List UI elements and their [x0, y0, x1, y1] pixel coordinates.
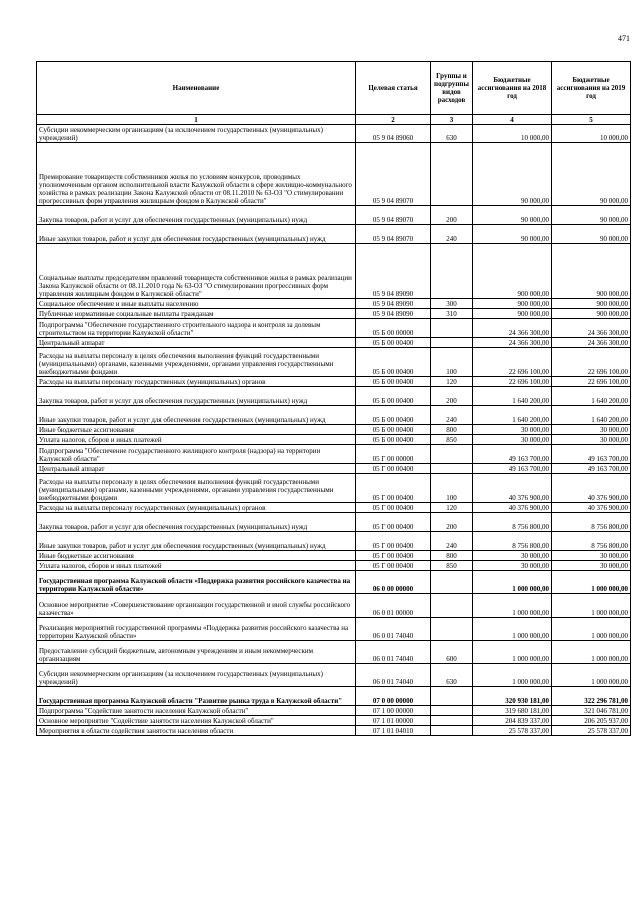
row-target-code: 05 Б 00 00400: [356, 425, 431, 435]
row-amount-2019: 900 000,00: [552, 299, 631, 309]
table-row: [37, 464, 631, 474]
row-expense-group: [431, 445, 473, 464]
row-name: Иные закупки товаров, работ и услуг для обеспечения государственных (муниципальных) нужд: [37, 225, 356, 244]
row-amount-2019: 1 000 000,00: [552, 618, 631, 641]
row-name: Государственная программа Калужской области «Поддержка развития российского казачества на территории Калужской области»: [37, 571, 356, 594]
row-target-code: 05 Б 00 00400: [356, 348, 431, 377]
table-row: [37, 513, 631, 532]
row-amount-2019: 22 696 100,00: [552, 348, 631, 377]
col-number: 2: [356, 115, 431, 125]
row-name: Социальное обеспечение и иные выплаты населению: [37, 299, 356, 309]
row-amount-2019: 900 000,00: [552, 244, 631, 299]
row-amount-2019: 30 000,00: [552, 425, 631, 435]
table-row: [37, 143, 631, 206]
row-amount-2019: 30 000,00: [552, 561, 631, 571]
row-target-code: 05 9 04 89090: [356, 299, 431, 309]
table-row: [37, 425, 631, 435]
row-expense-group: 100: [431, 348, 473, 377]
row-amount-2019: 30 000,00: [552, 551, 631, 561]
row-target-code: 07 1 00 00000: [356, 706, 431, 716]
table-body: [37, 125, 631, 736]
row-expense-group: [431, 726, 473, 736]
table-row: [37, 309, 631, 319]
row-amount-2018: 90 000,00: [473, 143, 552, 206]
row-target-code: 05 Г 00 00400: [356, 551, 431, 561]
row-name: Иные бюджетные ассигнования: [37, 551, 356, 561]
table-row: [37, 687, 631, 706]
row-target-code: 07 1 01 00000: [356, 716, 431, 726]
row-name: Реализация мероприятий государственной программы «Поддержка развития российского казачества на территории Калужской области»: [37, 618, 356, 641]
row-amount-2019: 40 376 900,00: [552, 503, 631, 513]
row-expense-group: [431, 594, 473, 618]
row-name: Расходы на выплаты персоналу в целях обеспечения выполнения функций государственными (муниципальными) органами, казенными учреждениями, органами управления государственными внебюджетными фондами: [37, 474, 356, 503]
row-name: Публичные нормативные социальные выплаты гражданам: [37, 309, 356, 319]
row-amount-2018: 10 000,00: [473, 125, 552, 143]
row-amount-2018: 204 839 337,00: [473, 716, 552, 726]
row-name: Мероприятия в области содействия занятости населения области: [37, 726, 356, 736]
row-amount-2018: 1 000 000,00: [473, 571, 552, 594]
row-amount-2018: 24 366 300,00: [473, 319, 552, 338]
row-target-code: 05 9 04 89070: [356, 143, 431, 206]
row-expense-group: [431, 143, 473, 206]
header-2018: Бюджетные ассигнования на 2018 год: [473, 62, 552, 115]
row-name: Расходы на выплаты персоналу в целях обеспечения выполнения функций государственными (муниципальными) органами, казенными учреждениями, органами управления государственными внебюджетными фондами: [37, 348, 356, 377]
row-amount-2019: 25 578 337,00: [552, 726, 631, 736]
table-row: [37, 206, 631, 225]
table-row: [37, 125, 631, 143]
row-name: Социальные выплаты председателям правлений товариществ собственников жилья в рамках реализации Закона Калужской области от 08.11.2010 года № 63-ОЗ "О стимулировании прогрессивных форм управления жилищным фондом в Калужской области": [37, 244, 356, 299]
row-name: Иные бюджетные ассигнования: [37, 425, 356, 435]
row-expense-group: 240: [431, 406, 473, 425]
table-row: [37, 551, 631, 561]
row-expense-group: 120: [431, 377, 473, 387]
table-row: [37, 618, 631, 641]
row-target-code: 06 0 01 00000: [356, 594, 431, 618]
row-target-code: 05 Г 00 00400: [356, 474, 431, 503]
row-name: Подпрограмма "Обеспечение государственного жилищного контроля (надзора) на территории Калужской области": [37, 445, 356, 464]
row-target-code: 07 1 01 04010: [356, 726, 431, 736]
row-amount-2019: 8 756 800,00: [552, 513, 631, 532]
row-amount-2018: 1 000 000,00: [473, 664, 552, 687]
row-amount-2019: 22 696 100,00: [552, 377, 631, 387]
table-row: [37, 594, 631, 618]
row-expense-group: 100: [431, 474, 473, 503]
table-row: [37, 225, 631, 244]
table-row: [37, 561, 631, 571]
row-amount-2018: 320 930 181,00: [473, 687, 552, 706]
row-expense-group: 630: [431, 125, 473, 143]
row-amount-2019: 1 640 200,00: [552, 406, 631, 425]
row-target-code: 05 9 04 89090: [356, 309, 431, 319]
row-amount-2018: 1 000 000,00: [473, 641, 552, 664]
row-amount-2018: 40 376 900,00: [473, 474, 552, 503]
row-amount-2019: 90 000,00: [552, 143, 631, 206]
col-number: 1: [37, 115, 356, 125]
row-target-code: 05 Г 00 00400: [356, 532, 431, 551]
row-amount-2019: 30 000,00: [552, 435, 631, 445]
header-name: Наименование: [37, 62, 356, 115]
row-amount-2018: 8 756 800,00: [473, 532, 552, 551]
row-amount-2018: 30 000,00: [473, 551, 552, 561]
row-expense-group: [431, 716, 473, 726]
row-amount-2019: 1 000 000,00: [552, 571, 631, 594]
col-number: 3: [431, 115, 473, 125]
row-name: Закупка товаров, работ и услуг для обеспечения государственных (муниципальных) нужд: [37, 387, 356, 406]
row-target-code: 05 Б 00 00400: [356, 435, 431, 445]
row-target-code: 05 Г 00 00400: [356, 503, 431, 513]
row-amount-2018: 90 000,00: [473, 206, 552, 225]
row-name: Премирование товариществ собственников жилья по условиям конкурсов, проводимых уполномоченным органом исполнительной власти Калужской области в сфере жилищно-коммунального хозяйства в рамках реализации Закона Калужской области от 08.11.2010 № 63-ОЗ "О стимулировании прогрессивных форм управления жилищным фондом в Калужской области": [37, 143, 356, 206]
row-name: Субсидии некоммерческим организациям (за исключением государственных (муниципальных) учреждений): [37, 125, 356, 143]
row-expense-group: 240: [431, 532, 473, 551]
row-expense-group: [431, 618, 473, 641]
row-amount-2018: 24 366 300,00: [473, 338, 552, 348]
row-name: Расходы на выплаты персоналу государственных (муниципальных) органов: [37, 377, 356, 387]
table-row: [37, 299, 631, 309]
row-expense-group: 200: [431, 387, 473, 406]
header-2019: Бюджетные ассигнования на 2019 год: [552, 62, 631, 115]
table-row: [37, 474, 631, 503]
row-name: Иные закупки товаров, работ и услуг для обеспечения государственных (муниципальных) нужд: [37, 532, 356, 551]
row-amount-2018: 90 000,00: [473, 225, 552, 244]
row-amount-2019: 1 000 000,00: [552, 594, 631, 618]
row-amount-2019: 1 000 000,00: [552, 641, 631, 664]
row-expense-group: [431, 244, 473, 299]
col-number: 4: [473, 115, 552, 125]
row-amount-2018: 30 000,00: [473, 561, 552, 571]
row-amount-2019: 90 000,00: [552, 225, 631, 244]
row-amount-2019: 49 163 700,00: [552, 445, 631, 464]
row-expense-group: 630: [431, 664, 473, 687]
row-expense-group: 200: [431, 206, 473, 225]
budget-table: [36, 61, 631, 736]
row-amount-2019: 321 046 781,00: [552, 706, 631, 716]
row-amount-2019: 206 205 937,00: [552, 716, 631, 726]
table-row: [37, 338, 631, 348]
row-amount-2019: 900 000,00: [552, 309, 631, 319]
row-amount-2018: 22 696 100,00: [473, 377, 552, 387]
row-amount-2019: 1 000 000,00: [552, 664, 631, 687]
header-code: Целевая статья: [356, 62, 431, 115]
row-amount-2019: 40 376 900,00: [552, 474, 631, 503]
row-amount-2018: 319 680 181,00: [473, 706, 552, 716]
row-expense-group: [431, 338, 473, 348]
row-target-code: 05 9 04 89090: [356, 244, 431, 299]
row-name: Государственная программа Калужской области "Развитие рынка труда в Калужской области": [37, 687, 356, 706]
row-target-code: 05 9 04 89060: [356, 125, 431, 143]
row-amount-2018: 30 000,00: [473, 435, 552, 445]
table-row: [37, 664, 631, 687]
row-target-code: 05 Г 00 00400: [356, 464, 431, 474]
row-target-code: 05 Б 00 00000: [356, 319, 431, 338]
table-row: [37, 706, 631, 716]
row-name: Расходы на выплаты персоналу государственных (муниципальных) органов: [37, 503, 356, 513]
row-target-code: 05 Б 00 00400: [356, 377, 431, 387]
row-target-code: 06 0 00 00000: [356, 571, 431, 594]
table-header: [37, 62, 631, 125]
row-amount-2019: 49 163 700,00: [552, 464, 631, 474]
row-name: Основное мероприятие «Совершенствование организации государственной и иной службы российского казачества»: [37, 594, 356, 618]
row-amount-2018: 1 000 000,00: [473, 618, 552, 641]
row-amount-2018: 1 000 000,00: [473, 594, 552, 618]
row-amount-2018: 1 640 200,00: [473, 387, 552, 406]
row-target-code: 05 Г 00 00400: [356, 561, 431, 571]
row-target-code: 05 Г 00 00000: [356, 445, 431, 464]
table-row: [37, 726, 631, 736]
row-expense-group: 200: [431, 513, 473, 532]
row-expense-group: 120: [431, 503, 473, 513]
row-amount-2019: 8 756 800,00: [552, 532, 631, 551]
row-amount-2019: 1 640 200,00: [552, 387, 631, 406]
row-expense-group: [431, 319, 473, 338]
row-name: Центральный аппарат: [37, 464, 356, 474]
row-name: Подпрограмма "Содействие занятости населения Калужской области": [37, 706, 356, 716]
table-row: [37, 435, 631, 445]
row-name: Уплата налогов, сборов и иных платежей: [37, 561, 356, 571]
row-expense-group: 600: [431, 641, 473, 664]
row-amount-2018: 30 000,00: [473, 425, 552, 435]
row-expense-group: 300: [431, 299, 473, 309]
table-row: [37, 377, 631, 387]
row-expense-group: 850: [431, 435, 473, 445]
row-amount-2018: 900 000,00: [473, 244, 552, 299]
row-amount-2018: 8 756 800,00: [473, 513, 552, 532]
row-expense-group: 800: [431, 551, 473, 561]
row-amount-2018: 40 376 900,00: [473, 503, 552, 513]
row-name: Основное мероприятие "Содействие занятости населения Калужской области": [37, 716, 356, 726]
table-row: [37, 641, 631, 664]
row-amount-2019: 24 366 300,00: [552, 319, 631, 338]
row-name: Иные закупки товаров, работ и услуг для обеспечения государственных (муниципальных) нужд: [37, 406, 356, 425]
row-expense-group: [431, 571, 473, 594]
row-amount-2019: 90 000,00: [552, 206, 631, 225]
row-target-code: 07 0 00 00000: [356, 687, 431, 706]
row-expense-group: 850: [431, 561, 473, 571]
row-amount-2019: 10 000,00: [552, 125, 631, 143]
row-amount-2018: 49 163 700,00: [473, 445, 552, 464]
row-name: Центральный аппарат: [37, 338, 356, 348]
row-amount-2018: 1 640 200,00: [473, 406, 552, 425]
row-amount-2018: 49 163 700,00: [473, 464, 552, 474]
table-row: [37, 503, 631, 513]
row-amount-2018: 22 696 100,00: [473, 348, 552, 377]
row-amount-2019: 24 366 300,00: [552, 338, 631, 348]
row-name: Подпрограмма "Обеспечение государственного строительного надзора и контроля за долевым строительством на территории Калужской области": [37, 319, 356, 338]
row-target-code: 05 Б 00 00400: [356, 406, 431, 425]
row-expense-group: [431, 464, 473, 474]
table-row: [37, 406, 631, 425]
table-row: [37, 387, 631, 406]
table-row: [37, 532, 631, 551]
row-expense-group: 310: [431, 309, 473, 319]
row-target-code: 06 0 01 74040: [356, 641, 431, 664]
table-row: [37, 319, 631, 338]
row-expense-group: 240: [431, 225, 473, 244]
row-expense-group: 800: [431, 425, 473, 435]
row-name: Предоставление субсидий бюджетным, автономным учреждениям и иным некоммерческим организациям: [37, 641, 356, 664]
row-name: Закупка товаров, работ и услуг для обеспечения государственных (муниципальных) нужд: [37, 206, 356, 225]
row-amount-2018: 900 000,00: [473, 309, 552, 319]
row-target-code: 05 Б 00 00400: [356, 338, 431, 348]
row-target-code: 05 Г 00 00400: [356, 513, 431, 532]
row-target-code: 05 9 04 89070: [356, 225, 431, 244]
row-name: Субсидии некоммерческим организациям (за исключением государственных (муниципальных) учреждений): [37, 664, 356, 687]
row-expense-group: [431, 706, 473, 716]
row-expense-group: [431, 687, 473, 706]
row-amount-2019: 322 296 781,00: [552, 687, 631, 706]
row-name: Закупка товаров, работ и услуг для обеспечения государственных (муниципальных) нужд: [37, 513, 356, 532]
row-amount-2018: 25 578 337,00: [473, 726, 552, 736]
row-name: Уплата налогов, сборов и иных платежей: [37, 435, 356, 445]
header-group: Группы и подгруппы видов расходов: [431, 62, 473, 115]
table-row: [37, 445, 631, 464]
col-number: 5: [552, 115, 631, 125]
page-number: 471: [618, 34, 630, 43]
table-row: [37, 244, 631, 299]
row-target-code: 06 0 01 74040: [356, 618, 431, 641]
table-row: [37, 716, 631, 726]
table-row: [37, 348, 631, 377]
row-target-code: 05 Б 00 00400: [356, 387, 431, 406]
row-target-code: 05 9 04 89070: [356, 206, 431, 225]
row-amount-2018: 900 000,00: [473, 299, 552, 309]
row-target-code: 06 0 01 74040: [356, 664, 431, 687]
table-row: [37, 571, 631, 594]
